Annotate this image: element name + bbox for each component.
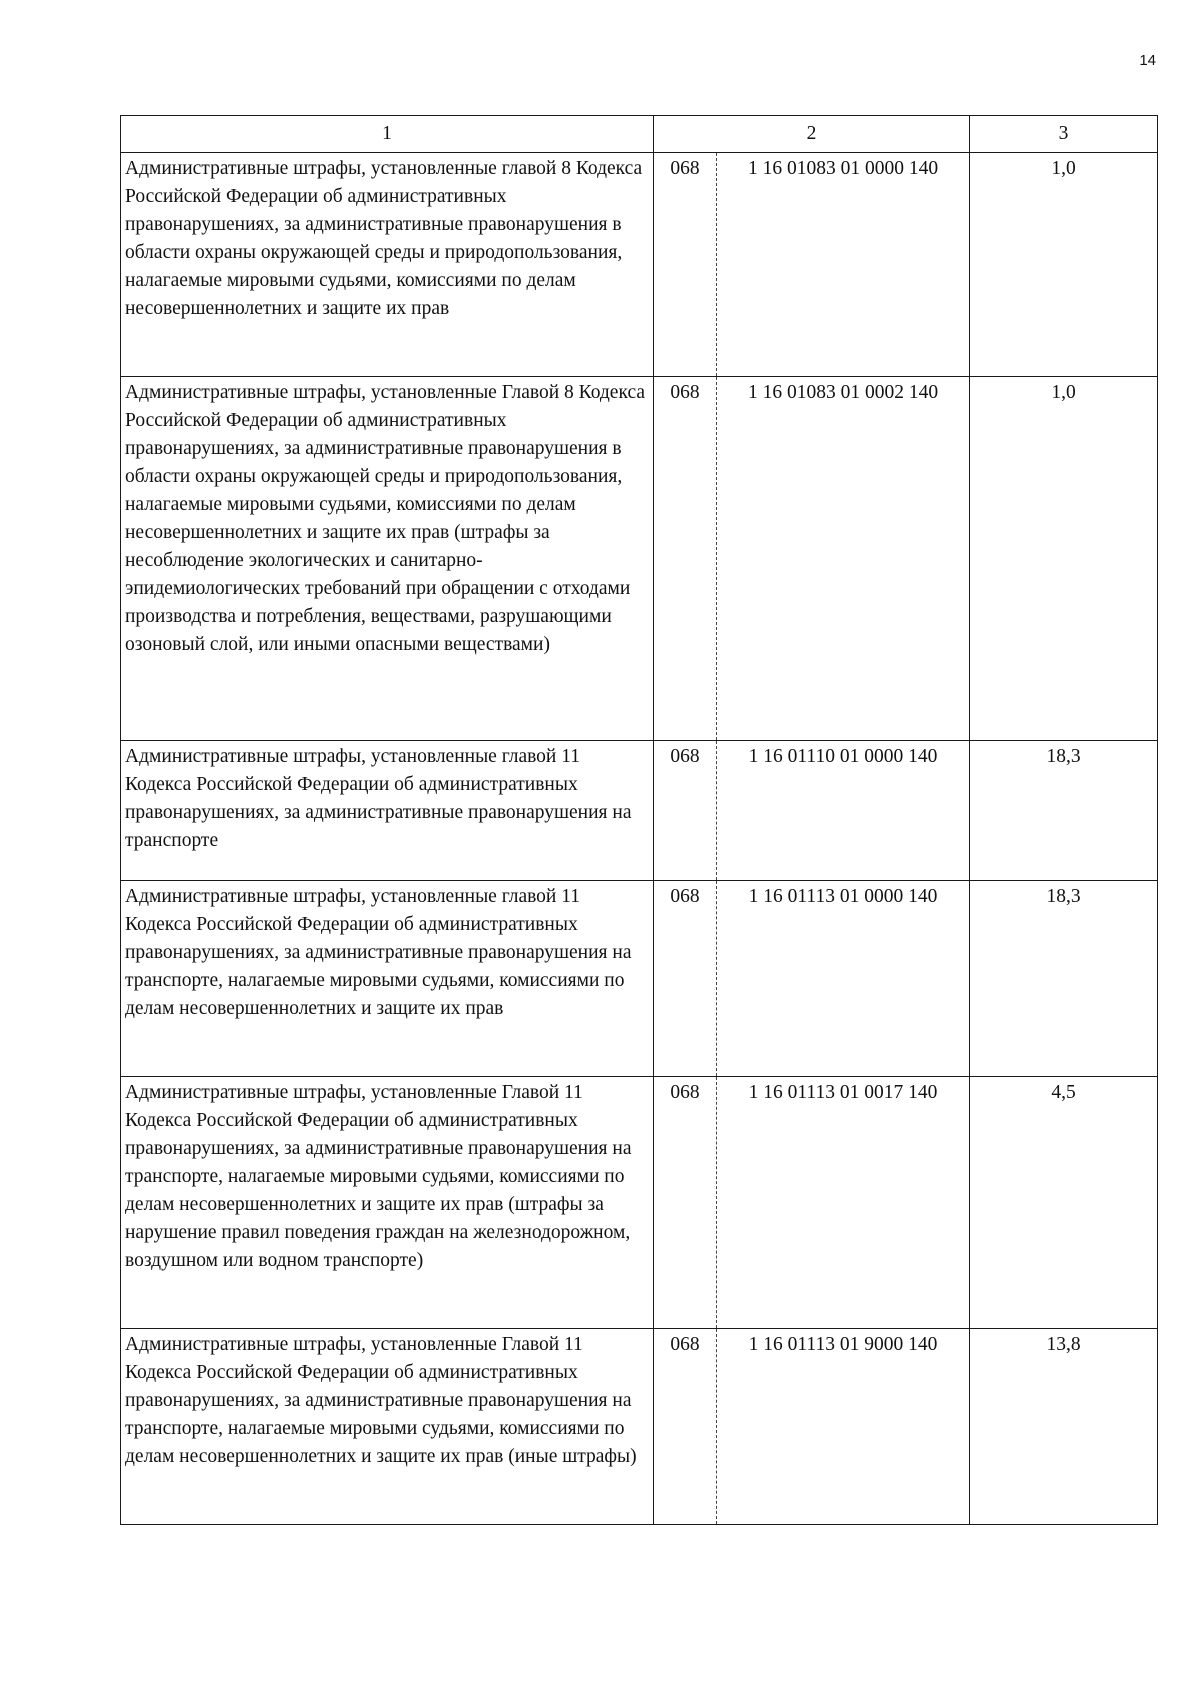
revenue-table (120, 115, 1158, 1525)
row-description: Административные штрафы, установленные Главой 11 Кодекса Российской Федерации об административных правонарушениях, за административные правонарушения на транспорте, налагаемые мировыми судьями, комиссиями по делам несовершеннолетних и защите их прав (иные штрафы) (121, 1329, 654, 1525)
row-description: Административные штрафы, установленные главой 11 Кодекса Российской Федерации об административных правонарушениях, за административные правонарушения на транспорте (121, 741, 654, 881)
table-row (121, 741, 1158, 881)
row-value: 13,8 (970, 1329, 1158, 1525)
table-header-row (121, 116, 1158, 153)
row-description: Административные штрафы, установленные главой 8 Кодекса Российской Федерации об административных правонарушениях, за административные правонарушения в области охраны окружающей среды и природопользования, налагаемые мировыми судьями, комиссиями по делам несовершеннолетних и защите их прав (121, 153, 654, 377)
row-budget-code: 1 16 01110 01 0000 140 (717, 741, 970, 881)
row-admin-code: 068 (654, 377, 717, 741)
row-admin-code: 068 (654, 1329, 717, 1525)
page-number: 14 (1139, 52, 1156, 69)
row-description: Административные штрафы, установленные главой 11 Кодекса Российской Федерации об административных правонарушениях, за административные правонарушения на транспорте, налагаемые мировыми судьями, комиссиями по делам несовершеннолетних и защите их прав (121, 881, 654, 1077)
row-value: 4,5 (970, 1077, 1158, 1329)
table-row (121, 377, 1158, 741)
row-description: Административные штрафы, установленные Главой 8 Кодекса Российской Федерации об административных правонарушениях, за административные правонарушения в области охраны окружающей среды и природопользования, налагаемые мировыми судьями, комиссиями по делам несовершеннолетних и защите их прав (штрафы за несоблюдение экологических и санитарно-эпидемиологических требований при обращении с отходами производства и потребления, веществами, разрушающими озоновый слой, или иными опасными веществами) (121, 377, 654, 741)
row-budget-code: 1 16 01113 01 0000 140 (717, 881, 970, 1077)
row-budget-code: 1 16 01083 01 0000 140 (717, 153, 970, 377)
table-row (121, 1329, 1158, 1525)
row-value: 18,3 (970, 881, 1158, 1077)
row-admin-code: 068 (654, 1077, 717, 1329)
row-budget-code: 1 16 01113 01 9000 140 (717, 1329, 970, 1525)
row-admin-code: 068 (654, 153, 717, 377)
row-budget-code: 1 16 01113 01 0017 140 (717, 1077, 970, 1329)
row-budget-code: 1 16 01083 01 0002 140 (717, 377, 970, 741)
row-description: Административные штрафы, установленные Главой 11 Кодекса Российской Федерации об административных правонарушениях, за административные правонарушения на транспорте, налагаемые мировыми судьями, комиссиями по делам несовершеннолетних и защите их прав (штрафы за нарушение правил поведения граждан на железнодорожном, воздушном или водном транспорте) (121, 1077, 654, 1329)
row-value: 1,0 (970, 153, 1158, 377)
row-admin-code: 068 (654, 741, 717, 881)
column-header-2: 2 (654, 116, 970, 153)
column-header-3: 3 (970, 116, 1158, 153)
row-admin-code: 068 (654, 881, 717, 1077)
row-value: 18,3 (970, 741, 1158, 881)
table-row (121, 153, 1158, 377)
column-header-1: 1 (121, 116, 654, 153)
table-row (121, 881, 1158, 1077)
table-row (121, 1077, 1158, 1329)
row-value: 1,0 (970, 377, 1158, 741)
